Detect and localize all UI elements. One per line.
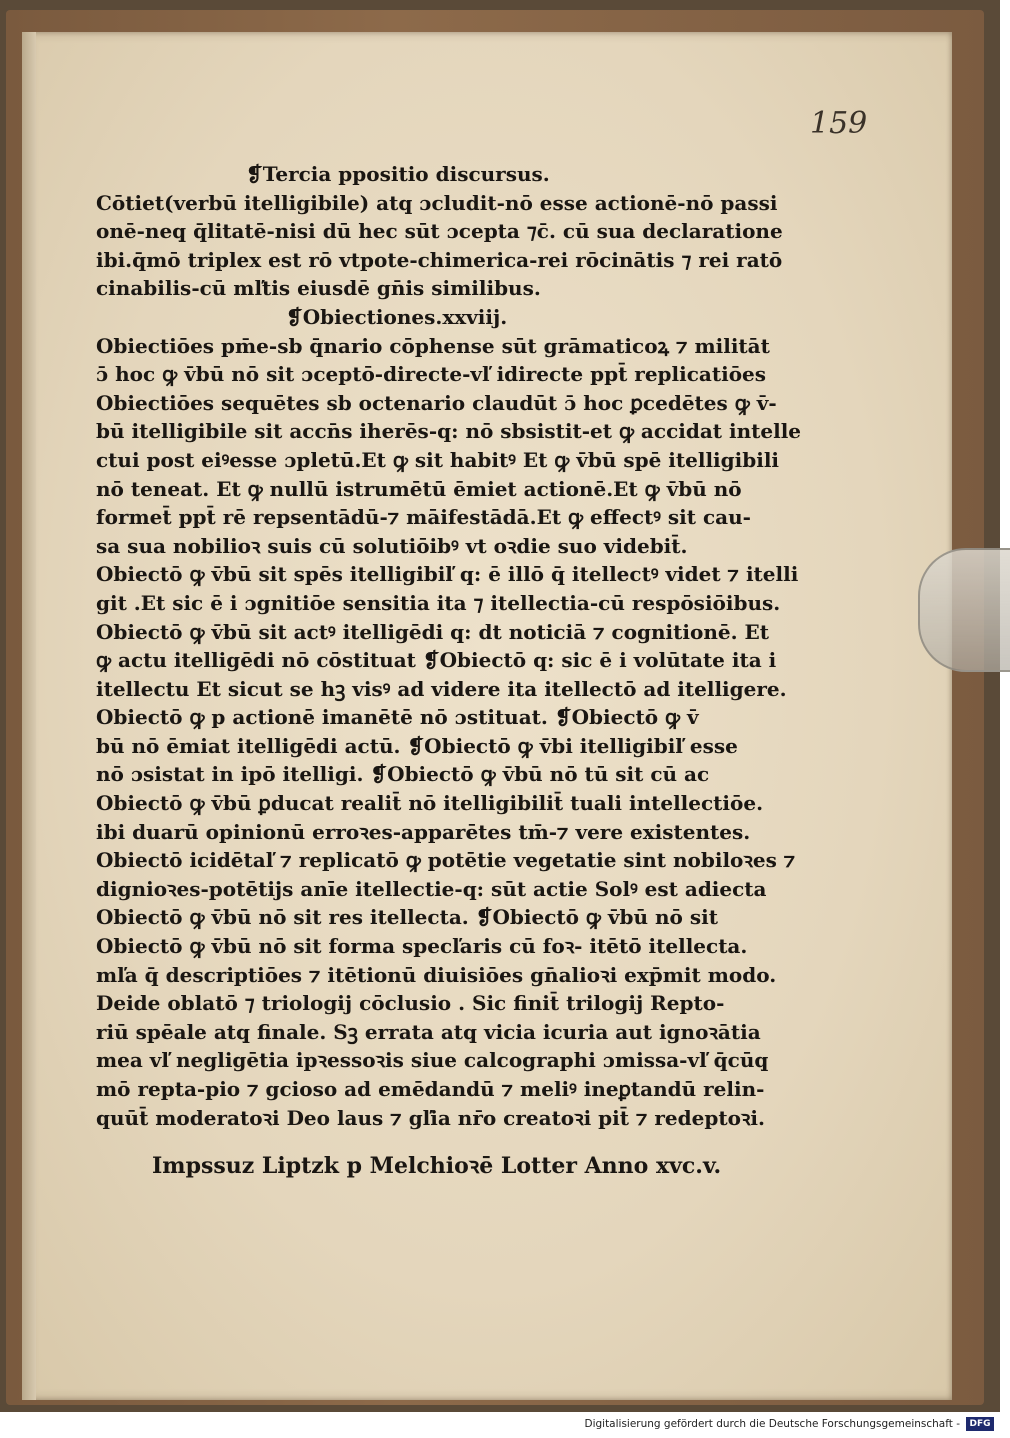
text-line: nō ɔsistat in ipō itelligi. ❡Obiectō ꝙ v̄bū nō tū sit cū ac — [96, 762, 710, 787]
page-gutter — [22, 32, 36, 1400]
text-line: ❡Obiectiones.xxviij. — [286, 304, 508, 329]
text-line: formet̄ ppt̄ rē repsentādū-⁊ māifestādā.Et ꝙ effectꝰ sit cau- — [96, 505, 751, 530]
text-line: nō teneat. Et ꝙ nullū istrumētū ēmiet actionē.Et ꝙ v̄bū nō — [96, 476, 742, 501]
text-block — [96, 160, 802, 1132]
text-line: Obiectō icidētaľ ⁊ replicatō ꝙ potētie vegetatie sint nobiloꝛes ⁊ — [96, 848, 796, 873]
text-line: Obiectō ꝙ v̄bū sit spēs itelligibiľ q: ē illō q̄ itellectꝰ videt ⁊ itelli — [96, 562, 799, 587]
text-line: ibi.q̄mō triplex est rō vtpote-chimerica-rei rōcinātis ⁊ rei ratō — [96, 247, 783, 272]
text-line: sa sua nobilioꝛ suis cū solutiōibꝰ vt oꝛdie suo videbit̄. — [96, 533, 688, 558]
text-line: quūt̄ moderatoꝛi Deo laus ⁊ gľia nr̄o creatoꝛi pit̄ ⁊ redeptoꝛi. — [96, 1105, 765, 1130]
text-line: cinabilis-cū mľtis eiusdē gn̄is similibus. — [96, 276, 541, 301]
text-line: mō repta-pio ⁊ gcioso ad emēdandū ⁊ meliꝰ ineꝑtandū relin- — [96, 1077, 765, 1101]
text-line: ibi duarū opinionū erroꝛes-apparētes tm̄-⁊ vere existentes. — [96, 819, 751, 844]
text-line: mea vľ negligētia ipꝛessoꝛis siue calcographi ɔmissa-vľ q̄cūq̧ — [96, 1048, 769, 1073]
text-line: dignioꝛes-potētijs anīe itellectie-q: sūt actie Solꝰ est adiecta — [96, 876, 767, 901]
text-line: ꝙ actu itelligēdi nō cōstituat ❡Obiectō q: sic ē i volūtate ita i — [96, 648, 777, 673]
text-line: onē-neq̧ q̄litatē-nisi dū hec sūt ɔcepta ⁊c̄. cū sua declaratione — [96, 219, 783, 244]
text-line: Obiectō ꝙ v̄bū nō sit forma specľaris cū foꝛ- itētō itellecta. — [96, 934, 748, 959]
text-line: itellectu Et sicut se hꝫ visꝰ ad videre ita itellectō ad itelligere. — [96, 676, 787, 701]
text-line: Deide oblatō ⁊ triologij cōclusio . Sic finit̄ trilogij Repto- — [96, 991, 725, 1016]
text-line: ɔ̄ hoc ꝙ v̄bū nō sit ɔceptō-directe-vľ idirecte ppt̄ replicatiōes — [96, 362, 767, 387]
text-line: Obiectō ꝙ p actionē imanētē nō ɔstituat. ❡Obiectō ꝙ v̄ — [96, 705, 699, 730]
text-line: Obiectō ꝙ v̄bū nō sit res itellecta. ❡Obiectō ꝙ v̄bū nō sit — [96, 905, 718, 930]
text-line: bū itelligibile sit accn̄s iherēs-q: nō sbsistit-et ꝙ accidat intelle — [96, 419, 802, 444]
text-line: mľa q̄ descriptiōes ⁊ itētionū diuisiōes gn̄alioꝛi exp̄mit modo. — [96, 962, 777, 987]
text-line: Obiectiōes sequētes sb octenario claudūt ɔ̄ hoc ꝑcedētes ꝙ v̄- — [96, 390, 777, 415]
text-line: ❡Tercia ppositio discursus. — [246, 162, 550, 186]
text-line: ctui post eiꝰesse ɔpletū.Et ꝙ sit habitꝰ Et ꝙ v̄bū spē itelligibili — [96, 447, 780, 472]
footer-credit: Digitalisierung gefördert durch die Deutsche Forschungsgemeinschaft - — [584, 1418, 960, 1430]
text-line: Obiectiōes pm̄e-sb q̄nario cōphense sūt grāmaticoꝝ ⁊ militāt — [96, 333, 770, 358]
dfg-logo: DFG — [966, 1417, 994, 1431]
text-line: Obiectō ꝙ v̄bū sit actꝰ itelligēdi q: dt noticiā ⁊ cognitionē. Et — [96, 619, 770, 644]
colophon: Impssuz Liptzk p Melchioꝛē Lotter Anno xvc.v. — [152, 1153, 722, 1179]
text-line: bū nō ēmiat itelligēdi actū. ❡Obiectō ꝙ v̄bi itelligibiľ esse — [96, 733, 738, 758]
folio-number: 159 — [810, 106, 868, 141]
page-clip — [918, 548, 1010, 672]
text-line: Cōtiet(verbū itelligibile) atq̧ ɔcludit-nō esse actionē-nō passi — [96, 190, 778, 215]
text-line: Obiectō ꝙ v̄bū ꝑducat realit̄ nō itelligibilit̄ tuali intellectiōe. — [96, 791, 764, 816]
text-line: git .Et sic ē i ɔgnitiōe sensitia ita ⁊ itellectia-cū respōsiōibus. — [96, 590, 781, 615]
text-line: riū spēale atq̧ finale. Sꝫ errata atq̧ vicia icuria aut ignoꝛātia — [96, 1019, 761, 1044]
